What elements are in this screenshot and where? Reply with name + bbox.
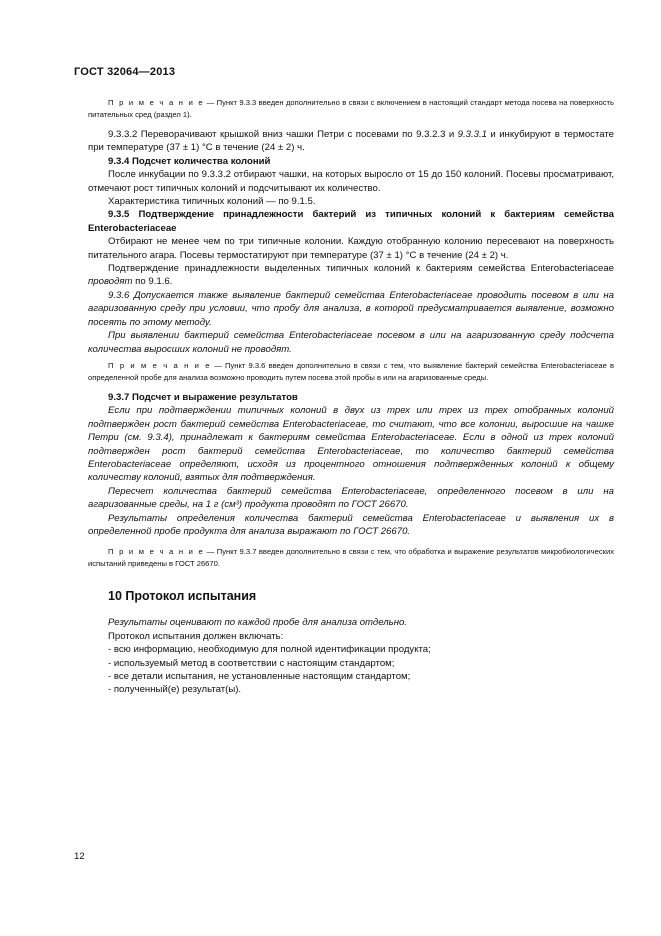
list-item: - используемый метод в соответствии с настоящим стандартом;: [108, 657, 395, 669]
document-header: ГОСТ 32064—2013: [74, 66, 176, 78]
list-item: - полученный(е) результат(ы).: [108, 684, 242, 696]
paragraph: [88, 329, 614, 356]
note-label: П р и м е ч а н и е: [108, 98, 205, 107]
text-run-italic: Результаты оценивают по каждой пробе для анализа отдельно.: [108, 617, 407, 629]
paragraph: После инкубации по 9.3.3.2 отбирают чашки, на которых выросло от 15 до 150 колоний. Посевы просматривают, отмечают рост типичных колоний и подсчитывают их количество.: [88, 169, 614, 194]
text-run-italic: Если при подтверждении типичных колоний в двух из трех или трех из трех отобранных колоний подтвержден рост бактерий семейства Enterobacteriaceae, то считают, что все колонии, выросшие на чашке Петри (см. 9.3.4), принадлежат к бактериям семейства Enterobacteriaceae. Если в одной из трех колоний подтвержден рост бактерий семейства Enterobacteriaceae, то количество бактерий семейства Enterobacteriaceae определяют, исходя из процентного отношения подтвержденных колоний к общему количеству колоний, взятых для подтверждения.: [88, 405, 614, 484]
paragraph: Характеристика типичных колоний — по 9.1.5.: [108, 196, 316, 208]
text-run-italic: 9.3.6 Допускается также выявление бактерий семейства Enterobacteriaceae проводить посевом в или на агаризованную среду при условии, что пробу для анализа, в которой предусматривается выявление, возможно посеять по этому методу.: [88, 289, 614, 328]
note-9-3-6: [88, 360, 614, 384]
paragraph: [88, 404, 614, 484]
section-10-title: 10 Протокол испытания: [108, 589, 257, 604]
paragraph: Протокол испытания должен включать:: [108, 630, 284, 642]
heading-9-3-7: 9.3.7 Подсчет и выражение результатов: [108, 391, 298, 403]
text-run-italic: 9.3.3.1: [457, 129, 487, 140]
list-item: - всю информацию, необходимую для полной идентификации продукта;: [108, 644, 431, 656]
text-run-italic: При выявлении бактерий семейства Enterobacteriaceae посевом в или на агаризованную среду подсчета количества выросших колоний не проводят.: [88, 330, 614, 355]
paragraph-9-3-6: [88, 289, 614, 329]
text-run-italic: Результаты определения количества бактерий семейства Enterobacteriaceae и выявления их в определенной пробе продукта для анализа выражают по ГОСТ 26670.: [88, 512, 614, 537]
paragraph: [88, 262, 614, 289]
note-9-3-3: [88, 97, 614, 121]
text-run: и инкубируют в термостате при температуре (37 ± 1) °С в течение (24 ± 2) ч.: [88, 129, 614, 154]
note-label: П р и м е ч а н и е: [108, 360, 212, 370]
text-run-italic: проводят: [88, 276, 133, 288]
page-number: 12: [74, 851, 85, 862]
paragraph: [88, 485, 614, 512]
heading-9-3-5: 9.3.5 Подтверждение принадлежности бактерий из типичных колоний к бактериям семейства Enterobacteriaceae: [88, 209, 614, 234]
heading-9-3-4: 9.3.4 Подсчет количества колоний: [108, 155, 271, 167]
paragraph-9-3-3-2: [88, 128, 614, 155]
paragraph: [88, 616, 614, 629]
note-label: П р и м е ч а н и е: [108, 547, 205, 557]
paragraph: Отбирают не менее чем по три типичные колонии. Каждую отобранную колонию пересевают на поверхность питательного агара. Посевы термостатируют при температуре (37 ± 1) °С в течение (24 ± 2) ч.: [88, 236, 614, 261]
text-run-italic: Пересчет количества бактерий семейства Enterobacteriaceae, определенного посевом в или на агаризованные среды, на 1 г (см³) продукта проводят по ГОСТ 26670.: [88, 485, 614, 511]
text-run: Подтверждение принадлежности выделенных типичных колоний к бактериям семейства Enterobacteriaceae: [108, 263, 614, 275]
note-text: — Пункт 9.3.7 введен дополнительно в связи с тем, что обработка и выражение результатов микробиологических испытаний приведены в ГОСТ 26670.: [88, 547, 615, 569]
text-run: по 9.1.6.: [132, 276, 173, 288]
paragraph: [88, 512, 614, 539]
list-item: - все детали испытания, не установленные настоящим стандартом;: [108, 671, 411, 682]
note-text: — Пункт 9.3.6 введен дополнительно в связи с тем, что выявление бактерий семейства Enterobacteriaceae в определенной пробе для анализа возможно проводить путем посева этой пробы в или на агаризованные среды.: [88, 360, 615, 382]
page-content: [88, 97, 614, 697]
note-9-3-7: [88, 546, 614, 570]
text-run: 9.3.3.2 Переворачивают крышкой вниз чашки Петри с посевами по 9.3.2.3 и: [108, 129, 458, 140]
note-text: — Пункт 9.3.3 введен дополнительно в связи с включением в настоящий стандарт метода посева на поверхность питательных сред (раздел 1).: [88, 98, 614, 119]
